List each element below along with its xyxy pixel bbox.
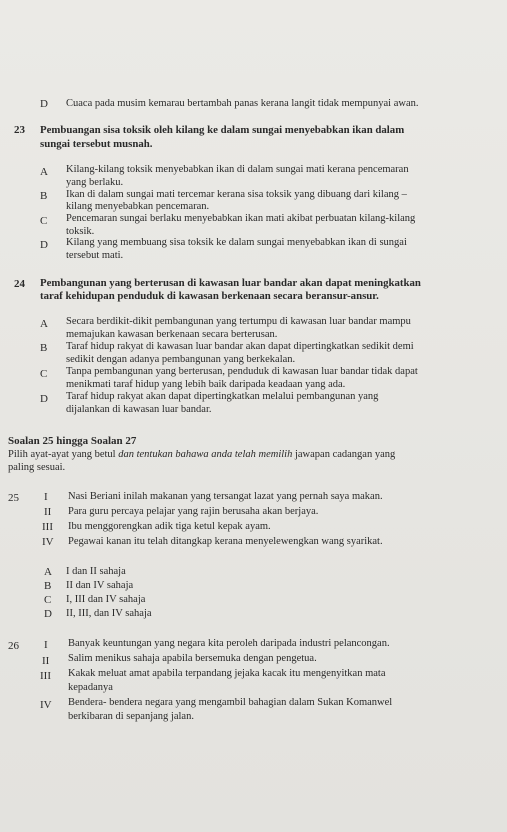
q23-number: 23 [14, 124, 25, 136]
q25-statement-iv-text: Pegawai kanan itu telah ditangkap kerana menyelewengkan wang syarikat. [68, 536, 383, 547]
q23-option-a-letter: A [40, 166, 48, 178]
q26-statement-iv-line1: Bendera- bendera negara yang mengambil bahagian dalam Sukan Komanwel [68, 697, 393, 708]
q23-option-b-line1: Ikan di dalam sungai mati tercemar kerana sisa toksik yang dibuang dari kilang – [66, 189, 407, 200]
q24-number: 24 [14, 278, 25, 290]
q26-statement-iv-line2: berkibaran di sepanjang jalan. [68, 711, 194, 722]
q24-option-a-line1: Secara berdikit-dikit pembangunan yang tertumpu di kawasan luar bandar mampu [66, 316, 411, 327]
q26-statement-iii-roman: III [40, 670, 51, 682]
q26-statement-i-line1: Banyak keuntungan yang negara kita peroleh daripada industri pelancongan. [68, 638, 390, 649]
q23-stem-line1: Pembuangan sisa toksik oleh kilang ke dalam sungai menyebabkan ikan dalam [40, 124, 405, 136]
q25-statement-i-roman: I [44, 491, 48, 503]
q25-statement-ii-text: Para guru percaya pelajar yang rajin berusaha akan berjaya. [68, 506, 319, 517]
q23-option-a-line1: Kilang-kilang toksik menyebabkan ikan di dalam sungai mati kerana pencemaran [66, 164, 409, 175]
instruction-part-a: Pilih ayat-ayat yang betul [8, 449, 119, 460]
q25-option-d-text: II, III, dan IV sahaja [66, 608, 152, 619]
q25-statement-iii-text: Ibu menggorengkan adik tiga ketul kepak ayam. [68, 521, 271, 532]
q23-option-a-line2: yang berlaku. [66, 177, 124, 188]
q25-statement-ii-roman: II [44, 506, 52, 518]
q22-option-d-letter: D [40, 98, 48, 110]
q26-statement-i-roman: I [44, 639, 48, 651]
q24-stem-line2: taraf kehidupan penduduk di kawasan berkenaan secara beransur-ansur. [40, 290, 379, 302]
q26-statement-ii-roman: II [42, 655, 50, 667]
q24-option-a-letter: A [40, 318, 48, 330]
q24-option-b-letter: B [40, 342, 48, 354]
q23-option-c-line1: Pencemaran sungai berlaku menyebabkan ikan mati akibat perbuatan kilang-kilang [66, 213, 416, 224]
q25-option-d-letter: D [44, 608, 52, 620]
q24-option-d-letter: D [40, 393, 48, 405]
q25-statement-iv-roman: IV [42, 536, 54, 548]
section-heading: Soalan 25 hingga Soalan 27 [8, 435, 137, 447]
instruction-part-b: dan tentukan bahawa anda telah memilih [118, 449, 293, 460]
q23-option-c-letter: C [40, 215, 48, 227]
q25-statement-i-text: Nasi Beriani inilah makanan yang tersangat lazat yang pernah saya makan. [68, 491, 383, 502]
q26-statement-ii-line1: Salim menikus sahaja apabila bersemuka dengan pengetua. [68, 653, 317, 664]
section-instruction [8, 449, 395, 461]
instruction-part-c: jawapan cadangan yang [292, 449, 396, 460]
q23-option-b-line2: kilang menyebabkan pencemaran. [66, 201, 210, 212]
q22-option-d-text: Cuaca pada musim kemarau bertambah panas kerana langit tidak mempunyai awan. [66, 98, 419, 109]
q24-option-b-line1: Taraf hidup rakyat di kawasan luar bandar akan dapat dipertingkatkan sedikit demi [66, 341, 414, 352]
q25-option-a-text: I dan II sahaja [66, 566, 126, 577]
q26-statement-iii-line2: kepadanya [68, 682, 113, 693]
q26-statement-iii-line1: Kakak meluat amat apabila terpandang jejaka kacak itu mengenyitkan mata [68, 668, 386, 679]
q25-option-b-letter: B [44, 580, 52, 592]
q25-option-c-text: I, III dan IV sahaja [66, 594, 146, 605]
q24-option-a-line2: memajukan kawasan berkenaan secara berterusan. [66, 329, 278, 340]
q26-statement-iv-roman: IV [40, 699, 52, 711]
q24-option-c-line1: Tanpa pembangunan yang berterusan, penduduk di kawasan luar bandar tidak dapat [66, 366, 418, 377]
q23-option-c-line2: toksik. [66, 226, 95, 237]
q26-number: 26 [8, 640, 19, 652]
q23-option-d-line2: tersebut mati. [66, 250, 124, 261]
q24-option-c-letter: C [40, 368, 48, 380]
q23-option-d-line1: Kilang yang membuang sisa toksik ke dalam sungai menyebabkan ikan di sungai [66, 237, 407, 248]
q25-statement-iii-roman: III [42, 521, 53, 533]
q24-option-d-line2: dijalankan di kawasan luar bandar. [66, 404, 212, 415]
q25-number: 25 [8, 492, 19, 504]
q24-option-b-line2: sedikit dengan adanya pembangunan yang berkekalan. [66, 354, 296, 365]
q25-option-a-letter: A [44, 566, 52, 578]
q24-option-d-line1: Taraf hidup rakyat akan dapat dipertingkatkan melalui pembangunan yang [66, 391, 379, 402]
q25-option-c-letter: C [44, 594, 52, 606]
q25-option-b-text: II dan IV sahaja [66, 580, 134, 591]
q24-stem-line1: Pembangunan yang berterusan di kawasan luar bandar akan dapat meningkatkan [40, 277, 421, 289]
q23-stem-line2: sungai tersebut musnah. [40, 138, 153, 150]
q23-option-d-letter: D [40, 239, 48, 251]
q23-option-b-letter: B [40, 190, 48, 202]
section-instruction-line2: paling sesuai. [8, 462, 66, 473]
q24-option-c-line2: menikmati taraf hidup yang lebih baik daripada keadaan yang ada. [66, 379, 346, 390]
